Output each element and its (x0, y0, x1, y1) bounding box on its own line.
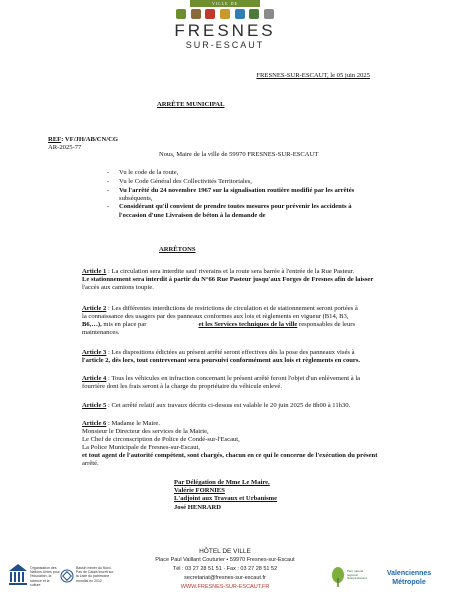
article-2-line4: maintenances. (82, 329, 120, 336)
bullet-dash: - (107, 178, 110, 185)
signature-line4: José HENRARD (174, 504, 222, 511)
unesco-logo (8, 563, 28, 589)
logo-icon-5 (235, 9, 245, 19)
signature-line2: Valérie FORNIES (174, 487, 225, 494)
article-3-line1: Article 3 : Les dispositions édictées au présent arrêté seront effectives dès la pose des panneaux visés à (82, 349, 355, 356)
ref-label: REF (48, 136, 62, 143)
heritage-logo (60, 569, 74, 583)
document-title: ARRÊTE MUNICIPAL (157, 101, 225, 108)
article-6-line5: et tout agent de l'autorité compétent, sont chargés, chacun en ce qui le concerne de l'exécution du présent (82, 452, 378, 459)
bullet-3-line2: subséquents, (119, 195, 153, 202)
article-1-line1: Article 1 : La circulation sera interdite sauf riverains et la route sera barrée à l'entrée de la Rue Pasteur. (82, 268, 355, 275)
article-6-line2: Monsieur le Directeur des services de la Mairie, (82, 428, 209, 435)
bullet-dash: - (107, 187, 110, 194)
article-6-line3: Le Chef de circonscription de Police de Condé-sur-l'Escaut, (82, 436, 240, 443)
intro: Nous, Maire de la ville de 59970 FRESNES-SUR-ESCAUT (159, 151, 319, 158)
place-date: FRESNES-SUR-ESCAUT, le 05 juin 2025 (256, 72, 370, 79)
parc-text: Parc naturel régional Scarpe-Escaut (347, 569, 367, 581)
metropole-line2: Métropole (392, 579, 426, 586)
logo-icon-1 (176, 9, 186, 19)
article-6-line6: arrêté. (82, 460, 99, 467)
article-2-line2: la connaissance des usagers par des panneaux conformes aux lois et règlements en vigueur (B14, B3, (82, 313, 349, 320)
article-6-line1: Article 6 : Madame le Maire. (82, 420, 161, 427)
signature-line1: Par Délégation de Mme Le Maire, (174, 479, 270, 486)
article-2-line1: Article 2 : Les différentes interdictions de restrictions de circulation et de stationnement seront portées à (82, 305, 358, 312)
heritage-text: Bassin minier du Nord-Pas de Calais inscrit sur la Liste du patrimoine mondial en 2012 (76, 566, 114, 583)
logo-icon-6 (249, 9, 259, 19)
parc-leaf-icon (330, 566, 346, 588)
unesco-temple-icon (8, 563, 28, 589)
logo-subtitle: SUR-ESCAUT (185, 40, 265, 50)
parc-logo (330, 566, 346, 588)
signature-line3: L'adjoint aux Travaux et Urbanisme (174, 495, 278, 502)
footer-website[interactable]: WWW.FRESNES-SUR-ESCAUT.FR (180, 584, 270, 590)
footer-hotel: HÔTEL DE VILLE (199, 548, 251, 555)
article-1-line2: Le stationnement sera interdit à partir du N°66 Rue Pasteur jusqu'aux Forges de Fresnes afin de laisser (82, 276, 374, 283)
article-1-line3: l'accès aux camions toupie. (82, 284, 154, 291)
unesco-text: Organisation des Nations Unies pour l'éducation, la science et la culture (30, 566, 60, 587)
logo-icon-4 (220, 9, 230, 19)
footer-address: Place Paul Vaillant Couturier • 59970 Fresnes-sur-Escaut (155, 557, 295, 563)
bullet-4-line2: l'occasion d'une Livraison de béton à la demande de (119, 212, 266, 219)
article-6-line4: La Police Municipale de Fresnes-sur-Escaut, (82, 444, 200, 451)
footer-phone: Tél : 03 27 28 51 51 · Fax : 03 27 28 51 52 (172, 566, 278, 572)
logo-icons (176, 9, 274, 21)
article-4-line1: Article 4 : Tous les véhicules en infraction concernant le présent arrêté feront l'objet d'un enlèvement à la (82, 375, 361, 382)
bullet-3-line1: Vu l'arrêté du 24 novembre 1967 sur la signalisation routière modifié par les arrêtés (119, 187, 355, 194)
article-3-line2: l'article 2, dès lors, tout contrevenant sera poursuivi conformément aux lois et règlements en cours. (82, 357, 361, 364)
footer-email[interactable]: secretariat@fresnes-sur-escaut.fr (184, 575, 266, 581)
world-heritage-icon (60, 569, 74, 583)
bullet-2: Vu le Code Général des Collectivités Territoriales, (119, 178, 252, 185)
ref-value: : VF/JH/AB/CN/CG (61, 136, 119, 143)
arretons-heading: ARRÊTONS (159, 246, 196, 253)
logo-icon-7 (264, 9, 274, 19)
logo-icon-2 (191, 9, 201, 19)
bullet-dash: - (107, 203, 110, 210)
ar-number: AR-2025-77 (48, 144, 82, 151)
bullet-4-line1: Considérant qu'il convient de prendre toutes mesures pour prévenir les accidents à (119, 203, 352, 210)
metropole-line1: Valenciennes (386, 570, 432, 577)
bullet-1: Vu le code de la route, (119, 169, 179, 176)
article-5-line1: Article 5 : Cet arrêté relatif aux travaux décrits ci-dessus est valable le 20 juin 2025 de 8h00 à 11h30. (82, 402, 351, 409)
logo-band-text: VILLE DE (212, 1, 238, 6)
article-2-line3: B6,…), mis en place par et les Services techniques de la ville responsables de leurs (82, 321, 356, 328)
article-4-line2: fourrière dont les frais seront à la charge du propriétaire du véhicule enlevé. (82, 383, 282, 390)
logo-name: FRESNES (174, 21, 276, 40)
logo-icon-3 (205, 9, 215, 19)
bullet-dash: - (107, 169, 110, 176)
